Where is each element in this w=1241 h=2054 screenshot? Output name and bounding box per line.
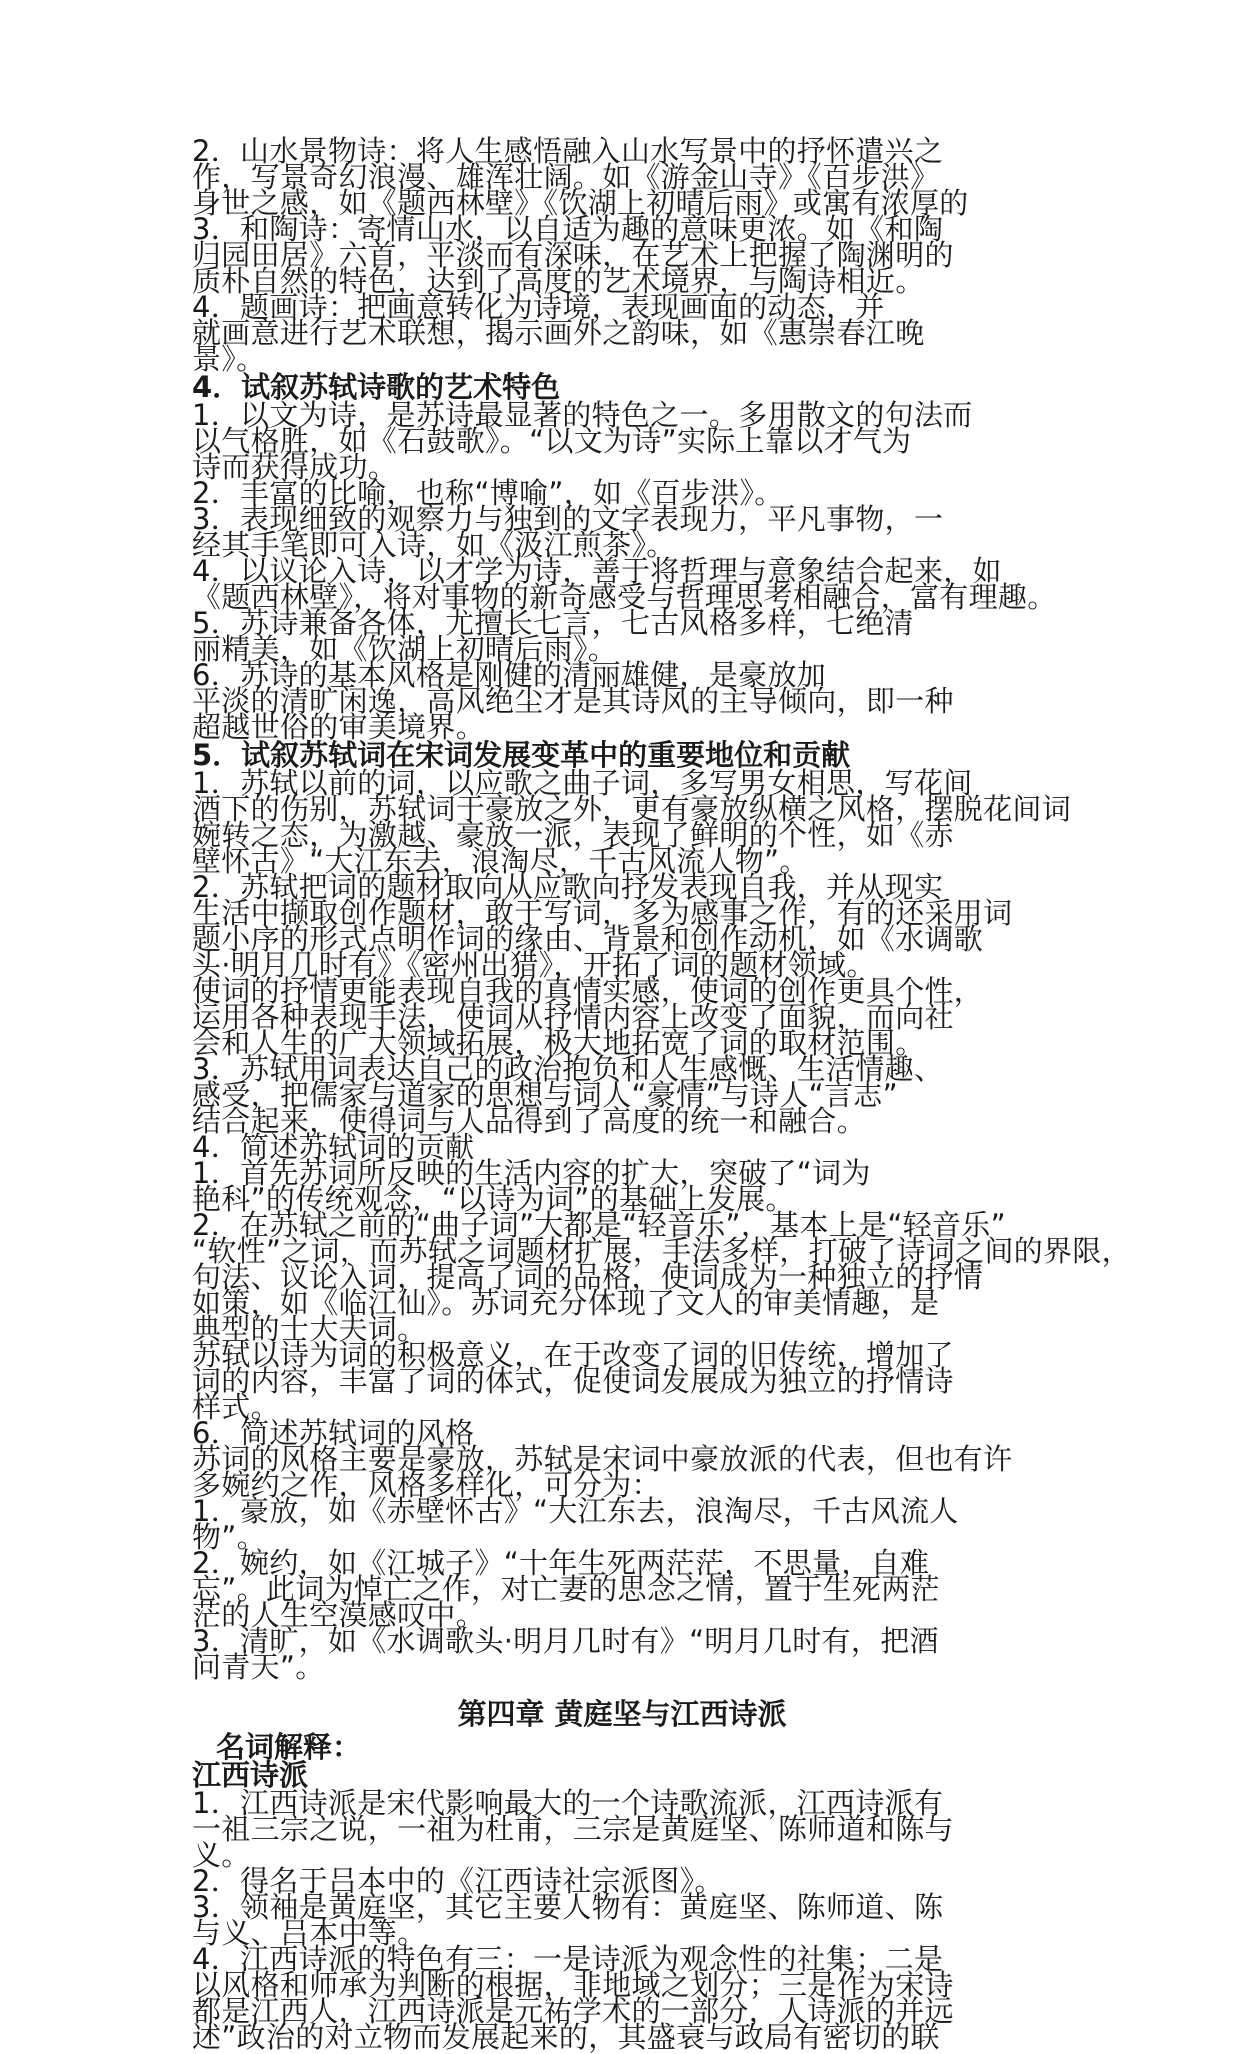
text-line: 3．领袖是黄庭坚，其它主要人物有：黄庭坚、陈师道、陈	[192, 1890, 944, 1924]
heading-line: 5．试叙苏轼词在宋词发展变革中的重要地位和贡献	[192, 738, 851, 772]
text-line: 酒下的伤别，苏轼词于豪放之外，更有豪放纵横之风格，摆脱花间词	[192, 792, 1072, 826]
text-line: 一祖三宗之说，一祖为杜甫，三宗是黄庭坚、陈师道和陈与	[192, 1812, 954, 1846]
subhead-line: 名词解释：	[216, 1730, 362, 1764]
text-line: 句法、议论入词，提高了词的品格，使词成为一种独立的抒情	[192, 1260, 984, 1294]
text-line: 2．山水景物诗：将人生感悟融入山水写景中的抒怀遣兴之	[192, 134, 944, 168]
text-line: 1．苏轼以前的词，以应歌之曲子词，多写男女相思，写花间	[192, 766, 973, 800]
text-line: 会和人生的广大领域拓展，极大地拓宽了词的取材范围。	[192, 1026, 925, 1060]
text-line: 经其手笔即可入诗，如《汲江煎茶》。	[192, 528, 676, 562]
text-line: 婉转之态，为激越、豪放一派，表现了鲜明的个性，如《赤	[192, 818, 954, 852]
text-line: 身世之感，如《题西林壁》《饮湖上初晴后雨》或寓有浓厚的	[192, 186, 969, 220]
text-line: 超越世俗的审美境界。	[192, 710, 486, 744]
text-line: 问青天”。	[192, 1650, 325, 1684]
text-line: 都是江西人，江西诗派是元祐学术的一部分，人诗派的并远	[192, 1994, 954, 2028]
text-line: 1．江西诗派是宋代影响最大的一个诗歌流派，江西诗派有	[192, 1786, 944, 1820]
text-line: 5．苏诗兼备各体，尤擅长七言，七古风格多样，七绝清	[192, 606, 914, 640]
text-line: 3．和陶诗：寄情山水，以自适为趣的意味更浓。如《和陶	[192, 212, 944, 246]
text-line: 与义、吕本中等。	[192, 1916, 427, 1950]
heading-line: 江西诗派	[192, 1758, 309, 1792]
text-line: 6．苏诗的基本风格是刚健的清丽雄健，是豪放加	[192, 658, 827, 692]
text-line: 4．题画诗：把画意转化为诗境，表现画面的动态，并	[192, 290, 885, 324]
text-line: 1．首先苏词所反映的生活内容的扩大，突破了“词为	[192, 1156, 871, 1190]
text-line: 归园田居》六首，平淡而有深味，在艺术上把握了陶渊明的	[192, 238, 954, 272]
text-line: 1．以文为诗，是苏诗最显著的特色之一。多用散文的句法而	[192, 398, 973, 432]
heading-line: 4．试叙苏轼诗歌的艺术特色	[192, 370, 561, 404]
text-line: 丽精美，如《饮湖上初晴后雨》。	[192, 632, 618, 666]
text-line: 多婉约之作，风格多样化，可分为：	[192, 1468, 661, 1502]
text-line: 壁怀古》“大江东去，浪淘尽，千古风流人物”。	[192, 844, 809, 878]
chapter-line: 第四章 黄庭坚与江西诗派	[457, 1697, 787, 1731]
text-line: 2．苏轼把词的题材取向从应歌向抒发表现自我，并从现实	[192, 870, 944, 904]
text-line: 如策，如《临江仙》。苏词充分体现了文人的审美情趣，是	[192, 1286, 940, 1320]
text-line: 3．表现细致的观察力与独到的文字表现力，平凡事物，一	[192, 502, 944, 536]
document-body	[192, 134, 1131, 2054]
text-line: 4．江西诗派的特色有三：一是诗派为观念性的社集；二是	[192, 1942, 944, 1976]
text-line: 典型的士大夫词。	[192, 1312, 427, 1346]
text-line: 6．简述苏轼词的风格	[192, 1416, 475, 1450]
text-line: 词的内容，丰富了词的体式，促使词发展成为独立的抒情诗	[192, 1364, 954, 1398]
text-line: 运用各种表现手法，使词从抒情内容上改变了面貌，而向社	[192, 1000, 954, 1034]
text-line: 3．苏轼用词表达自己的政治抱负和人生感慨、生活情趣、	[192, 1052, 944, 1086]
text-line: 以气格胜，如《石鼓歌》。“以文为诗”实际上靠以才气为	[192, 424, 912, 458]
text-line: 以风格和师承为判断的根据，非地域之划分；三是作为宋诗	[192, 1968, 954, 2002]
text-line: 样式。	[192, 1390, 280, 1424]
text-line: 2．丰富的比喻，也称“博喻”，如《百步洪》。	[192, 476, 784, 510]
text-line: 生活中撷取创作题材，敢于写词，多为感事之作，有的还采用词	[192, 896, 1013, 930]
text-line: 4．简述苏轼词的贡献	[192, 1130, 475, 1164]
text-line: 艳科”的传统观念，“以诗为词”的基础上发展。	[192, 1182, 795, 1216]
text-line: 质朴自然的特色，达到了高度的艺术境界，与陶诗相近。	[192, 264, 925, 298]
text-line: 述”政治的对立物而发展起来的，其盛衰与政局有密切的联	[192, 2020, 940, 2054]
text-line: 《题西林壁》，将对事物的新奇感受与哲理思考相融合，富有理趣。	[192, 580, 1057, 614]
text-line: 苏词的风格主要是豪放，苏轼是宋词中豪放派的代表，但也有许	[192, 1442, 1013, 1476]
text-line: 感受，把儒家与道家的思想与词人“豪情”与诗人“言志”	[192, 1078, 898, 1112]
text-line: 物”。	[192, 1520, 266, 1554]
text-line: 忘”。此词为悼亡之作，对亡妻的思念之情，置于生死两茫	[192, 1572, 940, 1606]
text-line: 景》。	[192, 342, 266, 376]
text-line: 1．豪放，如《赤壁怀古》“大江东去，浪淘尽，千古风流人	[192, 1494, 959, 1528]
text-line: 2．在苏轼之前的“曲子词”大都是“轻音乐”，基本上是“轻音乐”	[192, 1208, 1006, 1242]
text-line: 苏轼以诗为词的积极意义，在于改变了词的旧传统，增加了	[192, 1338, 954, 1372]
text-line: 头·明月几时有》《密州出猎》，开拓了词的题材领域。	[192, 948, 876, 982]
text-line: 使词的抒情更能表现自我的真情实感，使词的创作更具个性，	[192, 974, 984, 1008]
text-line: 2．婉约，如《江城子》“十年生死两茫茫，不思量，自难	[192, 1546, 930, 1580]
text-line: 3．清旷，如《水调歌头·明月几时有》“明月几时有，把酒	[192, 1624, 939, 1658]
text-line: 就画意进行艺术联想，揭示画外之韵味，如《惠崇春江晚	[192, 316, 925, 350]
text-line: 结合起来，使得词与人品得到了高度的统一和融合。	[192, 1104, 866, 1138]
text-line: 2．得名于吕本中的《江西诗社宗派图》。	[192, 1864, 724, 1898]
text-line: 茫的人生空漠感叹中。	[192, 1598, 486, 1632]
text-line: 题小序的形式点明作词的缘由、背景和创作动机，如《水调歌	[192, 922, 984, 956]
text-line: 平淡的清旷闲逸，高风绝尘才是其诗风的主导倾向，即一种	[192, 684, 954, 718]
text-line: “软性”之词，而苏轼之词题材扩展，手法多样，打破了诗词之间的界限，	[192, 1234, 1131, 1268]
text-line: 义。	[192, 1838, 251, 1872]
text-line: 作，写景奇幻浪漫、雄浑壮阔。如《游金山寺》《百步洪》	[192, 160, 940, 194]
text-line: 诗而获得成功。	[192, 450, 398, 484]
text-line: 4．以议论入诗，以才学为诗，善于将哲理与意象结合起来，如	[192, 554, 1002, 588]
